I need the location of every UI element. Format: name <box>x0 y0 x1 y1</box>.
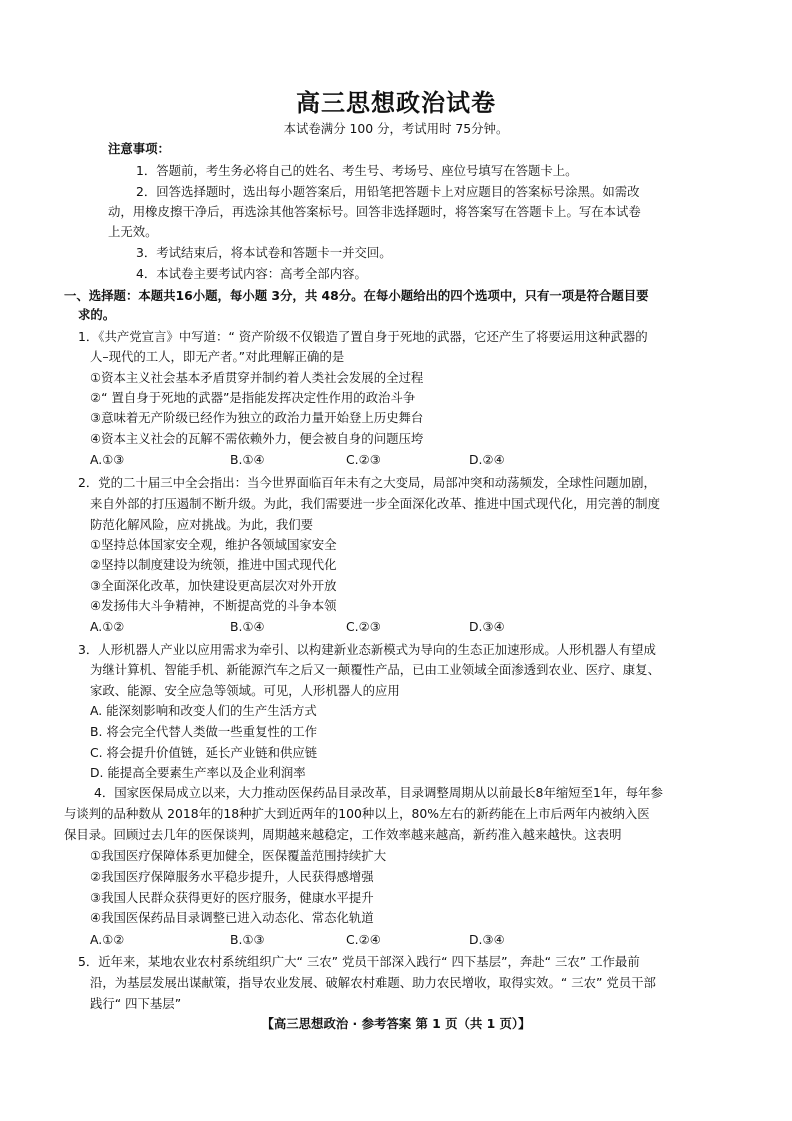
q2-stem-line-1: 2．党的二十届三中全会指出：当今世界面临百年未有之大变局，局部冲突和动荡频发，全球性问题加剧， <box>78 475 656 490</box>
q4-option-b: B.①③ <box>230 932 265 947</box>
q5-stem-line-3: 践行“ 四下基层” <box>90 996 182 1011</box>
q2-item-4: ④发扬伟大斗争精神，不断提高党的斗争本领 <box>90 598 337 613</box>
notice-item-3: 3．考试结束后，将本试卷和答题卡一并交回。 <box>136 245 392 260</box>
notice-item-4: 4．本试卷主要考试内容：高考全部内容。 <box>136 266 367 281</box>
q5-stem-line-2: 沿，为基层发展出谋献策，指导农业发展、破解农村难题、助力农民增收，取得实效。“ 三农” 党员干部 <box>90 975 656 990</box>
notice-item-2: 2．回答选择题时，选出每小题答案后，用铅笔把答题卡上对应题目的答案标号涂黑。如需改 <box>136 184 640 199</box>
notice-item-2-cont: 动，用橡皮擦干净后，再选涂其他答案标号。回答非选择题时，将答案写在答题卡上。写在本试卷 <box>108 204 641 219</box>
q4-option-a: A.①② <box>90 932 125 947</box>
q1-option-d: D.②④ <box>469 452 505 467</box>
q2-option-d: D.③④ <box>469 619 505 634</box>
q2-item-1: ①坚持总体国家安全观，维护各领域国家安全 <box>90 537 337 552</box>
q5-stem-line-1: 5．近年来，某地农业农村系统组织广大“ 三农” 党员干部深入践行“ 四下基层”，奔赴“ 三农” 工作最前 <box>78 954 640 969</box>
q1-item-4: ④资本主义社会的瓦解不需依赖外力，便会被自身的问题压垮 <box>90 431 424 446</box>
q4-options <box>90 932 690 948</box>
q1-option-a: A.①③ <box>90 452 125 467</box>
q2-item-2: ②坚持以制度建设为统领，推进中国式现代化 <box>90 557 337 572</box>
page-title: 高三思想政治试卷 <box>296 89 496 117</box>
q3-stem-line-2: 为继计算机、智能手机、新能源汽车之后又一颠覆性产品，已由工业领域全面渗透到农业、医疗、康复、 <box>90 662 660 677</box>
q1-item-1: ①资本主义社会基本矛盾贯穿并制约着人类社会发展的全过程 <box>90 370 424 385</box>
q2-stem-line-2: 来自外部的打压遏制不断升级。为此，我们需要进一步全面深化改革、推进中国式现代化，用完善的制度 <box>90 496 660 511</box>
q4-option-c: C.②④ <box>346 932 381 947</box>
q1-stem-line-1: 1．《共产党宣言》中写道：“ 资产阶级不仅锻造了置自身于死地的武器，它还产生了将要运用这种武器的 <box>78 329 648 344</box>
q3-option-a: A. 能深刻影响和改变人们的生产生活方式 <box>90 703 317 718</box>
q1-option-c: C.②③ <box>346 452 381 467</box>
q4-option-d: D.③④ <box>469 932 505 947</box>
q1-item-2: ②“ 置自身于死地的武器”是指能发挥决定性作用的政治斗争 <box>90 390 416 405</box>
q4-stem-line-1: 4．国家医保局成立以来，大力推动医保药品目录改革，目录调整周期从以前最长8年缩短至1年，每年参 <box>94 785 663 800</box>
q2-stem-line-3: 防范化解风险，应对挑战。为此，我们要 <box>90 517 314 532</box>
q1-option-b: B.①④ <box>230 452 265 467</box>
section-heading-cont: 求的。 <box>78 307 116 322</box>
q3-stem-line-1: 3．人形机器人产业以应用需求为牵引、以构建新业态新模式为导向的生态正加速形成。人形机器人有望成 <box>78 642 656 657</box>
q3-option-c: C. 将会提升价值链，延长产业链和供应链 <box>90 745 318 760</box>
q4-stem-line-3: 保目录。回顾过去几年的医保谈判，周期越来越稳定，工作效率越来越高，新药准入越来越快。这表明 <box>64 827 622 842</box>
q1-options <box>90 452 690 468</box>
notice-heading: 注意事项： <box>108 141 170 156</box>
q2-option-b: B.①④ <box>230 619 265 634</box>
q2-options <box>90 619 690 635</box>
q3-stem-line-3: 家政、能源、安全应急等领域。可见，人形机器人的应用 <box>90 683 400 698</box>
exam-subtitle: 本试卷满分 100 分，考试用时 75分钟。 <box>283 121 509 136</box>
q2-option-c: C.②③ <box>346 619 381 634</box>
q4-item-4: ④我国医保药品目录调整已进入动态化、常态化轨道 <box>90 910 374 925</box>
q3-option-d: D. 能提高全要素生产率以及企业利润率 <box>90 765 306 780</box>
section-heading: 一、选择题：本题共16小题，每小题 3分，共 48分。在每小题给出的四个选项中，只有一项是符合题目要 <box>64 288 649 303</box>
q2-option-a: A.①② <box>90 619 125 634</box>
q4-item-1: ①我国医疗保障体系更加健全，医保覆盖范围持续扩大 <box>90 848 387 863</box>
q4-item-3: ③我国人民群众获得更好的医疗服务，健康水平提升 <box>90 890 374 905</box>
q4-stem-line-2: 与谈判的品种数从 2018年的18种扩大到近两年的100种以上，80%左右的新药能在上市后两年内被纳入医 <box>64 806 650 821</box>
q3-option-b: B. 将会完全代替人类做一些重复性的工作 <box>90 724 318 739</box>
q2-item-3: ③全面深化改革，加快建设更高层次对外开放 <box>90 578 337 593</box>
page-footer: 【高三思想政治 · 参考答案 第 1 页（共 1 页）】 <box>261 1016 531 1031</box>
notice-item-1: 1．答题前，考生务必将自己的姓名、考生号、考场号、座位号填写在答题卡上。 <box>136 163 578 178</box>
notice-item-2-end: 上无效。 <box>108 224 158 239</box>
q1-item-3: ③意味着无产阶级已经作为独立的政治力量开始登上历史舞台 <box>90 410 424 425</box>
q1-stem-line-2: 人–现代的工人，即无产者。”对此理解正确的是 <box>90 349 345 364</box>
q4-item-2: ②我国医疗保障服务水平稳步提升，人民获得感增强 <box>90 869 374 884</box>
